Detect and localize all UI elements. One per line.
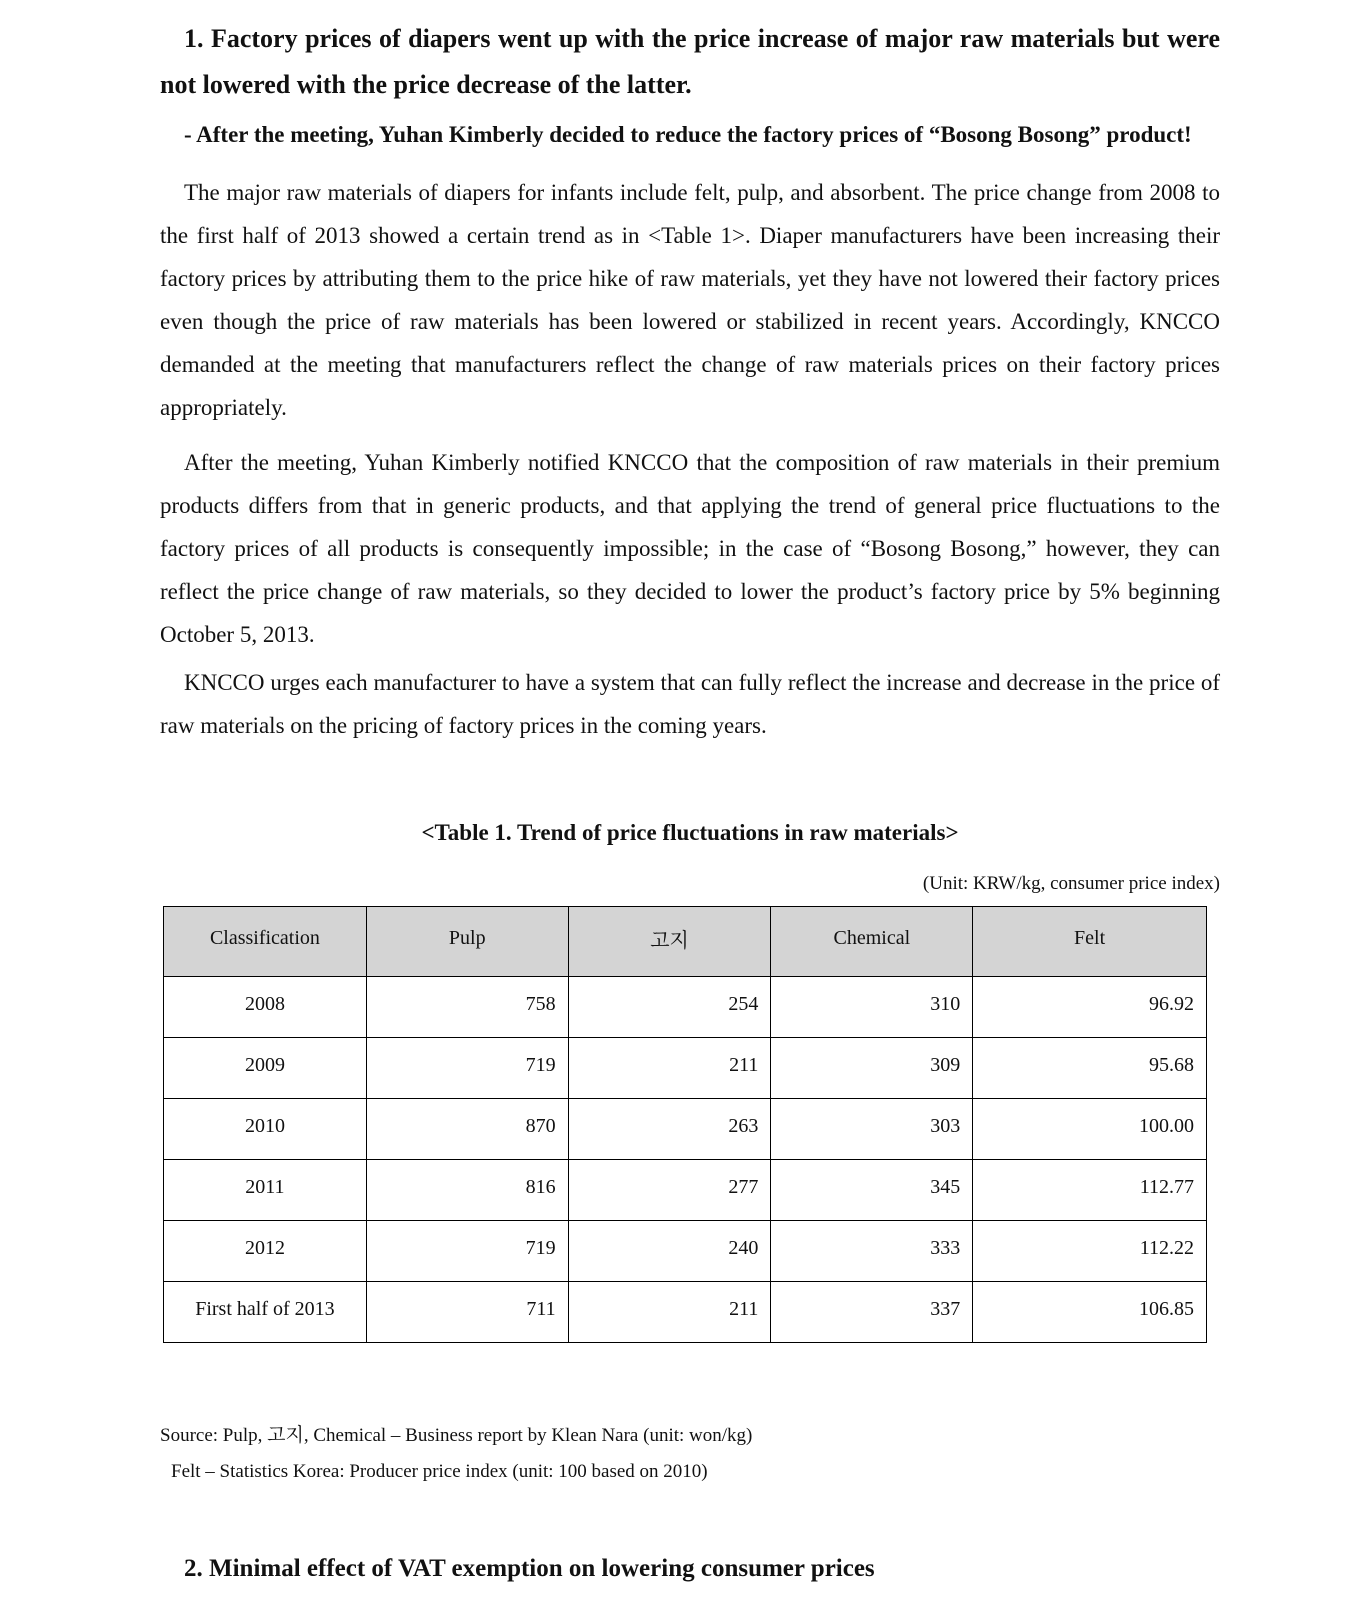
cell-goji: 211 [568,1038,771,1099]
table-caption: <Table 1. Trend of price fluctuations in raw materials> [421,820,959,845]
header-felt: Felt [973,907,1207,977]
cell-goji: 263 [568,1099,771,1160]
cell-chemical: 345 [771,1160,973,1221]
table-row [164,1160,1207,1221]
cell-felt: 100.00 [973,1099,1207,1160]
paragraph-1: The major raw materials of diapers for infants include felt, pulp, and absorbent. The price change from 2008 to the first half of 2013 showed a certain trend as in <Table 1>. Diaper manufacturers have been increasing their factory prices by attributing them to the price hike of raw materials, yet they have not lowered their factory prices even though the price of raw materials has been lowered or stabilized in recent years. Accordingly, KNCCO demanded at the meeting that manufacturers reflect the change of raw materials prices on their factory prices appropriately. [160,180,1220,420]
header-goji: 고지 [568,907,771,977]
section-1-subheading: - After the meeting, Yuhan Kimberly decided to reduce the factory prices of “Bosong Bosong” product! [184,122,1192,147]
header-pulp: Pulp [366,907,568,977]
cell-chemical: 309 [771,1038,973,1099]
section-1-heading: 1. Factory prices of diapers went up with the price increase of major raw materials but were not lowered with the price decrease of the latter. [160,24,1220,99]
table-row [164,1221,1207,1282]
cell-pulp: 719 [366,1221,568,1282]
table-row [164,1099,1207,1160]
table-row [164,1282,1207,1343]
cell-chemical: 303 [771,1099,973,1160]
cell-classification: 2012 [164,1221,367,1282]
cell-chemical: 337 [771,1282,973,1343]
cell-pulp: 719 [366,1038,568,1099]
paragraph-2: After the meeting, Yuhan Kimberly notified KNCCO that the composition of raw materials in their premium products differs from that in generic products, and that applying the trend of general price fluctuations to the factory prices of all products is consequently impossible; in the case of “Bosong Bosong,” however, they can reflect the price change of raw materials, so they decided to lower the product’s factory price by 5% beginning October 5, 2013. [160,450,1220,647]
paragraph-3: KNCCO urges each manufacturer to have a system that can fully reflect the increase and decrease in the price of raw materials on the pricing of factory prices in the coming years. [160,670,1220,738]
cell-classification: 2008 [164,977,367,1038]
table-unit-note: (Unit: KRW/kg, consumer price index) [922,873,1220,894]
cell-classification: 2010 [164,1099,367,1160]
cell-goji: 254 [568,977,771,1038]
cell-classification: First half of 2013 [164,1282,367,1343]
cell-goji: 211 [568,1282,771,1343]
cell-pulp: 816 [366,1160,568,1221]
cell-chemical: 333 [771,1221,973,1282]
cell-pulp: 870 [366,1099,568,1160]
cell-chemical: 310 [771,977,973,1038]
cell-felt: 112.77 [973,1160,1207,1221]
cell-felt: 112.22 [973,1221,1207,1282]
cell-goji: 277 [568,1160,771,1221]
cell-classification: 2011 [164,1160,367,1221]
cell-classification: 2009 [164,1038,367,1099]
source-line-1: Source: Pulp, 고지, Chemical – Business report by Klean Nara (unit: won/kg) [160,1425,753,1446]
table-header-row [164,907,1207,977]
cell-goji: 240 [568,1221,771,1282]
cell-felt: 96.92 [973,977,1207,1038]
header-chemical: Chemical [771,907,973,977]
source-line-2: Felt – Statistics Korea: Producer price index (unit: 100 based on 2010) [171,1461,708,1482]
table-row [164,1038,1207,1099]
cell-felt: 95.68 [973,1038,1207,1099]
section-2-heading: 2. Minimal effect of VAT exemption on lowering consumer prices [184,1555,875,1582]
cell-pulp: 711 [366,1282,568,1343]
raw-materials-price-table [163,906,1207,1343]
table-source-note [160,1418,752,1490]
table-row [164,977,1207,1038]
cell-pulp: 758 [366,977,568,1038]
cell-felt: 106.85 [973,1282,1207,1343]
header-classification: Classification [164,907,367,977]
